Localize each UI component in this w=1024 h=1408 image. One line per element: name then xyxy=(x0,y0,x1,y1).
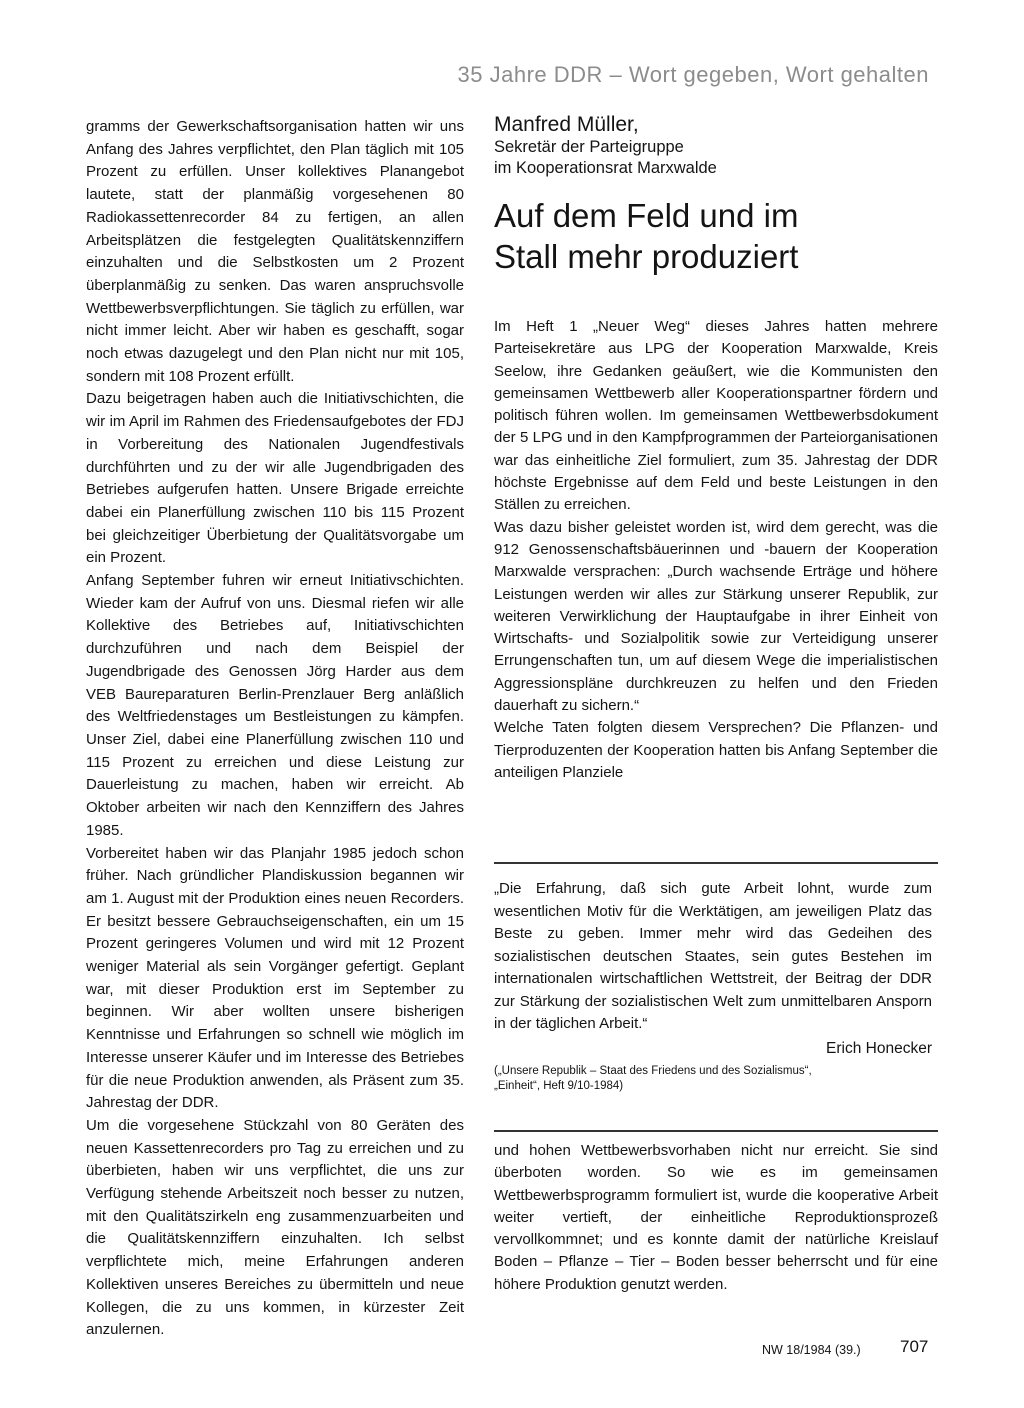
author-role-line-2: im Kooperationsrat Marxwalde xyxy=(494,159,717,177)
quote-text: „Die Erfahrung, daß sich gute Arbeit lohnt, wurde zum wesentlichen Motiv für die Werktätigen, am jeweiligen Platz das Beste zu geben. Immer mehr wird das Gedeihen des sozialistischen deutschen Staates, sein gutes Bestehen im internationalen wirtschaftlichen Wettstreit, der Beitrag der DDR zur Stärkung der sozialistischen Welt zum unmittelbaren Ansporn in der täglichen Arbeit.“ xyxy=(494,880,932,1032)
left-paragraph: Dazu beigetragen haben auch die Initiativschichten, die wir im April im Rahmen des Friedensaufgebotes der FDJ in Vorbereitung des Nationalen Jugendfestivals durchführten und zu der wir alle Jugendbrigaden des Betriebes aufgerufen hatten. Unsere Brigade erreichte dabei ein Planerfüllung zwischen 110 bis 115 Prozent bei gleichzeitiger Überbietung der Qualitätsvorgabe um ein Prozent. xyxy=(86,390,464,567)
article-header xyxy=(494,112,938,277)
quote-source-line-2: „Einheit“, Heft 9/10-1984) xyxy=(494,1079,624,1092)
left-paragraph: Vorbereitet haben wir das Planjahr 1985 jedoch schon früher. Nach gründlicher Plandiskussion begannen wir am 1. August mit der Produktion eines neuen Recorders. Er besitzt bessere Gebrauchseigenschaften, ein um 15 Prozent geringeres Volumen und wird mit 12 Prozent weniger Material als sein Vorgänger gefertigt. Geplant war, mit dieser Produktion erst im September zu beginnen. Wir aber wollten unsere bisherigen Kenntnisse und Erfahrungen so schnell wie möglich im Interesse unserer Käufer und im Interesse des Betriebes für die neue Produktion anwenden, als Präsent zum 35. Jahrestag der DDR. xyxy=(86,844,464,1112)
quote-bottom-divider xyxy=(494,1130,938,1132)
article-paragraph: Was dazu bisher geleistet worden ist, wird dem gerecht, was die 912 Genossenschaftsbäuerinnen und -bauern der Kooperation Marxwalde versprachen: „Durch wachsende Erträge und höhere Leistungen werden wir alles zur Stärkung unserer Republik, zur weiteren Verwirklichung der Hauptaufgabe in ihrer Einheit von Wirtschafts- und Sozialpolitik sowie zur Verteidigung unserer Errungenschaften tun, um auf diesem Wege die imperialistischen Aggressionspläne durchkreuzen zu helfen und den Frieden dauerhaft zu sichern.“ xyxy=(494,518,938,715)
author-role-line-1: Sekretär der Parteigruppe xyxy=(494,138,684,156)
article-paragraph: Im Heft 1 „Neuer Weg“ dieses Jahres hatten mehrere Parteisekretäre aus LPG der Kooperation Marxwalde, Kreis Seelow, ihre Gedanken geäußert, wie die Kommunisten den gemeinsamen Wettbewerb aller Kooperationspartner fördern und politisch führen wollen. Im gemeinsamen Wettbewerbsdokument der 5 LPG und in den Kampfprogrammen der Parteiorganisationen war das einheitliche Ziel formuliert, zum 35. Jahrestag der DDR höchste Ergebnisse auf dem Feld und beste Leistungen in den Ställen zu erreichen. xyxy=(494,318,938,514)
article-paragraph: Welche Taten folgten diesem Versprechen? Die Pflanzen- und Tierproduzenten der Kooperation hatten bis Anfang September die anteiligen Planziele xyxy=(494,719,938,781)
left-paragraph: Um die vorgesehene Stückzahl von 80 Geräten des neuen Kassettenrecorders pro Tag zu erreichen und zu überbieten, haben wir uns verpflichtet, die uns zur Verfügung stehende Arbeitszeit noch besser zu nutzen, mit den Qualitätszirkeln eng zusammenzuarbeiten und die Qualitätskennziffern einzuhalten. Ich selbst verpflichtete mich, meine Erfahrungen anderen Kollektiven unseres Bereiches zu übermitteln und neue Kollegen, die zu uns kommen, in kürzester Zeit anzulernen. xyxy=(86,1116,464,1339)
quote-source xyxy=(494,1064,932,1094)
headline-line-2: Stall mehr produziert xyxy=(494,238,799,275)
issue-label: NW 18/1984 (39.) xyxy=(762,1343,861,1357)
left-paragraph: Anfang September fuhren wir erneut Initiativschichten. Wieder kam der Aufruf von uns. Diesmal riefen wir alle Kollektive des Betriebes auf, Initiativschichten durchzuführen und nach dem Beispiel der Jugendbrigade des Genossen Jörg Harder aus dem VEB Baureparaturen Berlin-Prenzlauer Berg anläßlich des Weltfriedenstages um Bestleistungen zu kämpfen. Unser Ziel, dabei eine Planerfüllung zwischen 110 und 115 Prozent zu erreichen und diese Leistung zur Dauerleistung zu machen, haben wir erreicht. Ab Oktober arbeiten wir nach den Kennziffern des Jahres 1985. xyxy=(86,572,464,839)
quote-source-line-1: („Unsere Republik – Staat des Friedens und des Sozialismus“, xyxy=(494,1064,812,1077)
quote-author: Erich Honecker xyxy=(826,1039,932,1057)
article-headline xyxy=(494,195,938,277)
left-paragraph: gramms der Gewerkschaftsorganisation hatten wir uns Anfang des Jahres verpflichtet, den Plan täglich mit 105 Prozent zu erfüllen. Unser kollektives Planangebot lautete, statt der planmäßig vorgesehenen 80 Radiokassettenrecorder 84 zu fertigen, an allen Arbeitsplätzen die festgelegten Qualitätskennziffern einzuhalten und die Selbstkosten um 2 Prozent überplanmäßig zu senken. Das waren anspruchsvolle Wettbewerbsverpflichtungen. Sie täglich zu erfüllen, war nicht immer leicht. Aber wir haben es geschafft, sogar noch etwas dazugelegt und den Plan nicht nur mit 105, sondern mit 108 Prozent erfüllt. xyxy=(86,118,464,385)
page-number: 707 xyxy=(900,1337,929,1356)
running-header: 35 Jahre DDR – Wort gegeben, Wort gehalten xyxy=(457,62,929,87)
quote-top-divider xyxy=(494,862,938,864)
article-body xyxy=(494,316,938,784)
article-paragraph: und hohen Wettbewerbsvorhaben nicht nur erreicht. Sie sind überboten worden. So wie es im gemeinsamen Wettbewerbsprogramm formuliert ist, wurde die kooperative Arbeit weiter vertieft, der einheitliche Reproduktionsprozeß vervollkommnet; und es konnte damit der natürliche Kreislauf Boden – Pflanze – Tier – Boden besser beherrscht und für eine höhere Produktion genutzt werden. xyxy=(494,1142,938,1293)
left-column xyxy=(86,116,464,1342)
article-continuation xyxy=(494,1140,938,1296)
quote-box xyxy=(494,878,932,1094)
headline-line-1: Auf dem Feld und im xyxy=(494,197,799,234)
article-author: Manfred Müller, xyxy=(494,113,639,136)
